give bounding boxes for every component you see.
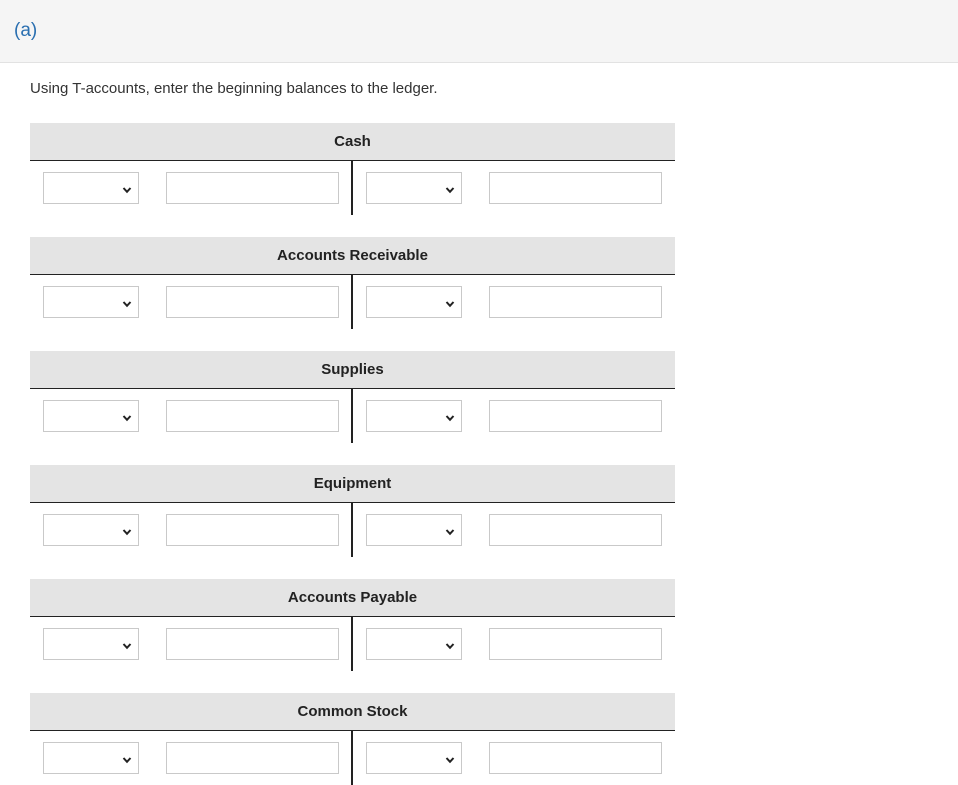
chevron-down-icon <box>445 296 455 306</box>
chevron-down-icon <box>445 182 455 192</box>
t-account-body <box>30 275 675 329</box>
debit-account-select[interactable] <box>43 742 139 774</box>
debit-account-select[interactable] <box>43 514 139 546</box>
t-account-divider <box>351 389 353 443</box>
credit-amount-input[interactable] <box>489 172 662 204</box>
t-account-divider <box>351 275 353 329</box>
t-account-title: Supplies <box>30 351 675 389</box>
debit-amount-input[interactable] <box>166 400 339 432</box>
t-account <box>30 579 675 671</box>
t-account-title: Common Stock <box>30 693 675 731</box>
chevron-down-icon <box>122 524 132 534</box>
chevron-down-icon <box>122 410 132 420</box>
t-account-body <box>30 389 675 443</box>
t-account-title: Accounts Payable <box>30 579 675 617</box>
part-label: (a) <box>14 20 38 41</box>
debit-amount-input[interactable] <box>166 286 339 318</box>
chevron-down-icon <box>445 410 455 420</box>
chevron-down-icon <box>445 752 455 762</box>
credit-amount-input[interactable] <box>489 628 662 660</box>
instruction-text: Using T-accounts, enter the beginning balances to the ledger. <box>30 80 438 97</box>
credit-account-select[interactable] <box>366 628 462 660</box>
t-account <box>30 693 675 785</box>
t-account-title: Cash <box>30 123 675 161</box>
debit-amount-input[interactable] <box>166 172 339 204</box>
t-account-title: Equipment <box>30 465 675 503</box>
t-account <box>30 123 675 215</box>
credit-amount-input[interactable] <box>489 400 662 432</box>
part-header <box>0 0 958 63</box>
chevron-down-icon <box>122 296 132 306</box>
debit-amount-input[interactable] <box>166 628 339 660</box>
chevron-down-icon <box>122 182 132 192</box>
t-account-body <box>30 617 675 671</box>
credit-account-select[interactable] <box>366 514 462 546</box>
debit-amount-input[interactable] <box>166 514 339 546</box>
debit-account-select[interactable] <box>43 628 139 660</box>
debit-amount-input[interactable] <box>166 742 339 774</box>
t-account-divider <box>351 503 353 557</box>
t-account-body <box>30 503 675 557</box>
chevron-down-icon <box>445 524 455 534</box>
credit-account-select[interactable] <box>366 286 462 318</box>
credit-amount-input[interactable] <box>489 286 662 318</box>
chevron-down-icon <box>445 638 455 648</box>
credit-account-select[interactable] <box>366 172 462 204</box>
t-account-title: Accounts Receivable <box>30 237 675 275</box>
credit-amount-input[interactable] <box>489 742 662 774</box>
credit-account-select[interactable] <box>366 742 462 774</box>
t-account-divider <box>351 617 353 671</box>
debit-account-select[interactable] <box>43 400 139 432</box>
credit-amount-input[interactable] <box>489 514 662 546</box>
t-account-body <box>30 161 675 215</box>
debit-account-select[interactable] <box>43 286 139 318</box>
t-account <box>30 465 675 557</box>
t-account <box>30 351 675 443</box>
credit-account-select[interactable] <box>366 400 462 432</box>
t-account <box>30 237 675 329</box>
chevron-down-icon <box>122 752 132 762</box>
chevron-down-icon <box>122 638 132 648</box>
debit-account-select[interactable] <box>43 172 139 204</box>
t-account-divider <box>351 161 353 215</box>
